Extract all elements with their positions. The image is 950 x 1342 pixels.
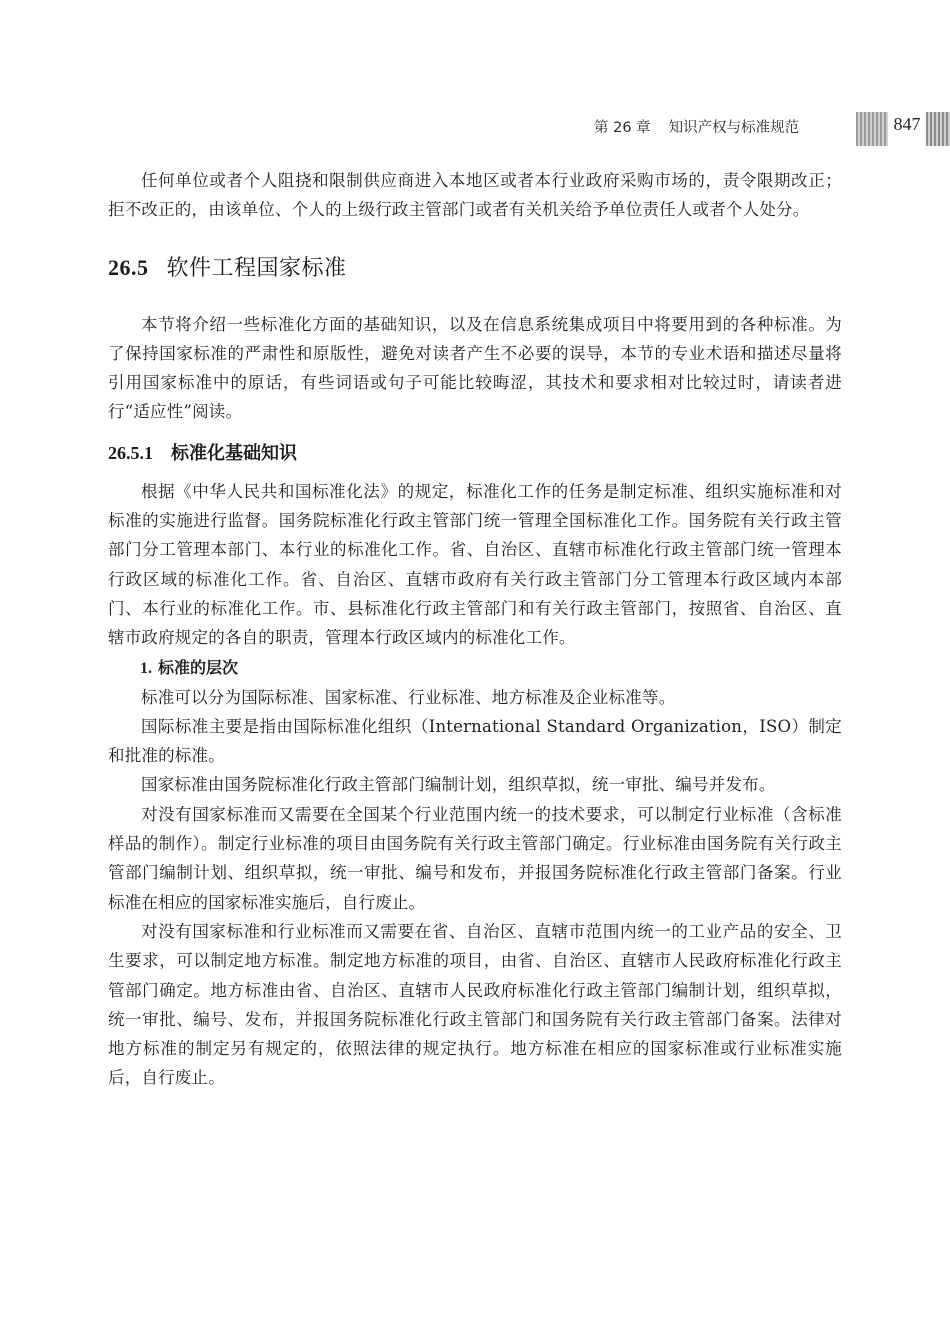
running-header [594,116,799,137]
item-title: 标准的层次 [158,657,239,677]
page-number: 847 [893,114,921,134]
paragraph-local-standard: 对没有国家标准和行业标准而又需要在省、自治区、直辖市范围内统一的工业产品的安全、卫生要求，可以制定地方标准。制定地方标准的项目，由省、自治区、直辖市人民政府标准化行政主管部门确定。地方标准由省、自治区、直辖市人民政府标准化行政主管部门编制计划，组织草拟，统一审批、编号、发布，并报国务院标准化行政主管部门和国务院有关行政主管部门备案。法律对地方标准的制定另有规定的，依照法律的规定执行。地方标准在相应的国家标准或行业标准实施后，自行废止。 [108,921,842,1088]
paragraph-national-standard: 国家标准由国务院标准化行政主管部门编制计划，组织草拟，统一审批、编号并发布。 [141,775,776,795]
item-number: 1. [140,659,152,677]
page-edge-marker [926,112,950,146]
subsection-heading [108,439,842,465]
paragraph-standardization-law: 根据《中华人民共和国标准化法》的规定，标准化工作的任务是制定标准、组织实施标准和对标准的实施进行监督。国务院标准化行政主管部门统一管理全国标准化工作。国务院有关行政主管部门分工管理本部门、本行业的标准化工作。省、自治区、直辖市标准化行政主管部门统一管理本行政区域的标准化工作。省、自治区、直辖市政府有关行政主管部门分工管理本行政区域内本部门、本行业的标准化工作。市、县标准化行政主管部门和有关行政主管部门，按照省、自治区、直辖市政府规定的各自的职责，管理本行政区域内的标准化工作。 [108,481,842,648]
paragraph-international-standard: 国际标准主要是指由国际标准化组织（International Standard Organization，ISO）制定和批准的标准。 [108,716,842,766]
section-heading [108,251,842,282]
chapter-title: 知识产权与标准规范 [668,120,800,136]
page-tab-marker [856,112,888,146]
paragraph-standard-levels: 标准可以分为国际标准、国家标准、行业标准、地方标准及企业标准等。 [141,687,676,707]
section-title: 软件工程国家标准 [166,255,347,281]
subsection-number: 26.5.1 [108,442,153,463]
paragraph-section-intro: 本节将介绍一些标准化方面的基础知识，以及在信息系统集成项目中将要用到的各种标准。为了保持国家标准的严肃性和原版性，避免对读者产生不必要的误导，本节的专业术语和描述尽量将引用国家标准中的原话，有些词语或句子可能比较晦涩，其技术和要求相对比较过时，请读者进行“适应性”阅读。 [108,314,842,422]
section-number: 26.5 [108,254,149,280]
paragraph-procurement-penalty: 任何单位或者个人阻挠和限制供应商进入本地区或者本行业政府采购市场的，责令限期改正；拒不改正的，由该单位、个人的上级行政主管部门或者有关机关给予单位责任人或者个人处分。 [108,171,842,220]
item-heading [108,653,842,683]
paragraph-industry-standard: 对没有国家标准而又需要在全国某个行业范围内统一的技术要求，可以制定行业标准（含标准样品的制作）。制定行业标准的项目由国务院有关行政主管部门确定。行业标准由国务院有关行政主管部门编制计划、组织草拟，统一审批、编号和发布，并报国务院标准化行政主管部门备案。行业标准在相应的国家标准实施后，自行废止。 [108,804,842,912]
page-body [108,166,842,1093]
subsection-title: 标准化基础知识 [171,442,297,464]
chapter-number: 第 26 章 [594,120,651,136]
